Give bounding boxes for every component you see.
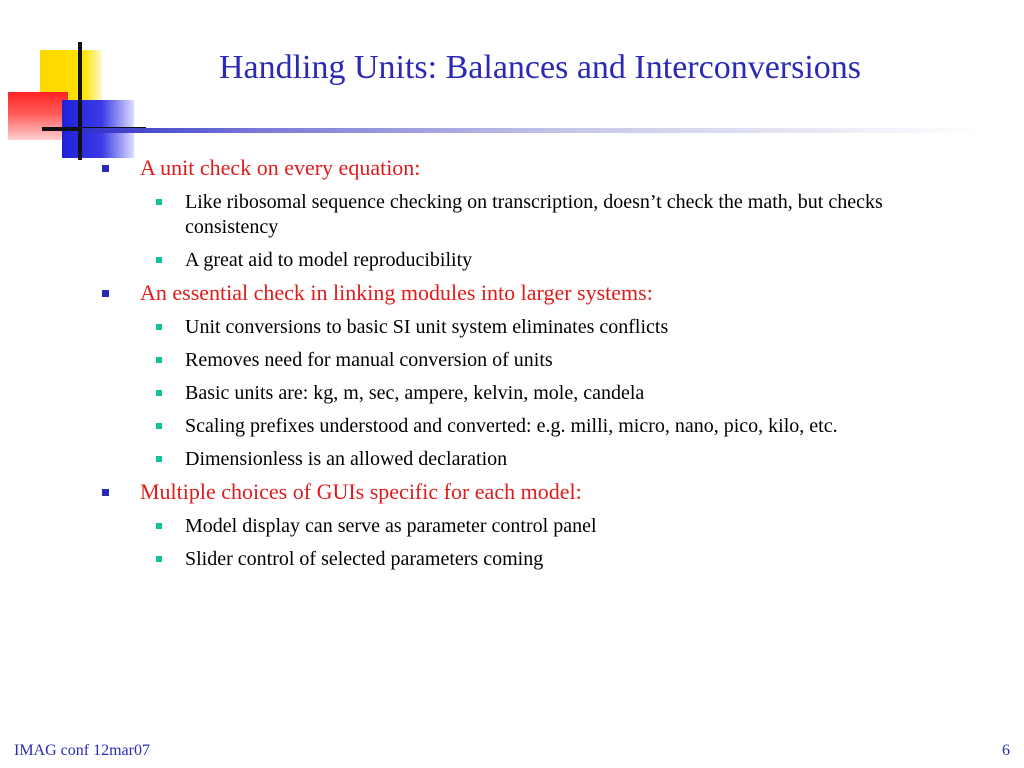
footer-label: IMAG conf 12mar07	[14, 742, 150, 759]
bullet-level2	[100, 315, 920, 340]
bullet-square-icon	[156, 257, 162, 263]
bullet-text: Dimensionless is an allowed declaration	[185, 448, 508, 470]
bullet-square-icon	[156, 556, 162, 562]
bullet-text: Basic units are: kg, m, sec, ampere, kelvin, mole, candela	[185, 382, 645, 404]
slide-content	[100, 148, 920, 572]
bullet-text: A great aid to model reproducibility	[185, 249, 473, 271]
bullet-square-icon	[156, 423, 162, 429]
bullet-square-icon	[156, 390, 162, 396]
bullet-level2	[100, 514, 920, 539]
bullet-text: Unit conversions to basic SI unit system eliminates conflicts	[185, 316, 669, 338]
bullet-square-icon	[156, 523, 162, 529]
bullet-level2	[100, 447, 920, 472]
bullet-text: An essential check in linking modules into larger systems:	[140, 280, 653, 305]
vertical-bar	[78, 42, 82, 160]
bullet-level2	[100, 414, 920, 439]
bullet-text: Model display can serve as parameter control panel	[185, 515, 597, 537]
title-decoration	[0, 0, 140, 165]
bullet-square-icon	[102, 165, 109, 172]
bullet-square-icon	[156, 199, 162, 205]
bullet-square-icon	[102, 290, 109, 297]
bullet-level1	[100, 279, 920, 307]
slide-title: Handling Units: Balances and Interconversions	[218, 49, 862, 86]
bullet-level1	[100, 478, 920, 506]
red-square	[8, 92, 68, 140]
bullet-square-icon	[102, 489, 109, 496]
bullet-text: Scaling prefixes understood and converted: e.g. milli, micro, nano, pico, kilo, etc.	[185, 415, 838, 437]
bullet-level2	[100, 547, 920, 572]
bullet-level2	[100, 248, 920, 273]
page-number: 6	[1002, 742, 1010, 759]
bullet-text: Slider control of selected parameters coming	[185, 548, 544, 570]
bullet-text: Like ribosomal sequence checking on transcription, doesn’t check the math, but checks consistency	[185, 191, 883, 238]
title-underline	[82, 128, 982, 133]
bullet-level2	[100, 348, 920, 373]
bullet-level1	[100, 154, 920, 182]
bullet-square-icon	[156, 324, 162, 330]
bullet-text: Removes need for manual conversion of units	[185, 349, 553, 371]
bullet-level2	[100, 381, 920, 406]
bullet-level2	[100, 190, 920, 240]
bullet-text: Multiple choices of GUIs specific for each model:	[140, 479, 582, 504]
bullet-square-icon	[156, 456, 162, 462]
bullet-text: A unit check on every equation:	[140, 155, 421, 180]
bullet-square-icon	[156, 357, 162, 363]
